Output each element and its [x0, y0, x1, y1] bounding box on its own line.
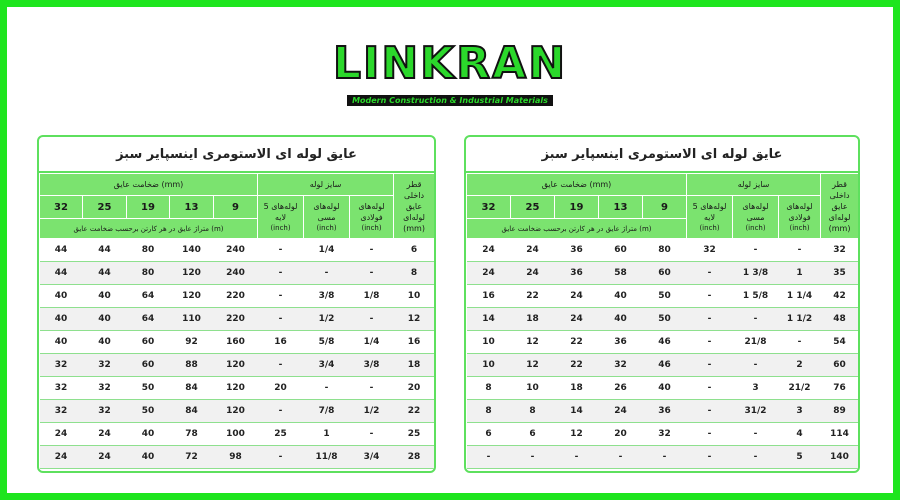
table-cell: -	[779, 239, 821, 262]
table-cell: -	[304, 262, 350, 285]
pipe-type-unit: (inch)	[745, 224, 766, 232]
table-row	[40, 331, 435, 354]
table-cell: 16	[258, 331, 304, 354]
pipe-type-label: لوله‌های 5 لایه	[692, 202, 727, 222]
table-cell: 120	[170, 285, 214, 308]
table-cell: 36	[555, 262, 599, 285]
table-cell: 40	[599, 285, 643, 308]
table-cell: -	[779, 331, 821, 354]
table-cell: 1	[304, 423, 350, 446]
table-cell: 20	[394, 377, 435, 400]
table-cell: 4	[779, 423, 821, 446]
table-cell: 16	[467, 285, 511, 308]
table-cell: -	[258, 239, 304, 262]
table-cell: 32	[599, 354, 643, 377]
table-cell: 16	[394, 331, 435, 354]
thickness-header: ضخامت عایق (mm)	[40, 174, 258, 196]
table-cell: -	[350, 377, 394, 400]
inner-diameter-header: قطر داخلی عایق لوله‌ای (mm)	[821, 174, 859, 239]
table-cell: 98	[214, 446, 258, 469]
table-cell: -	[258, 262, 304, 285]
pipe-size-header: سایز لوله	[258, 174, 394, 196]
table-cell: 44	[83, 262, 127, 285]
table-row	[40, 239, 435, 262]
table-cell: 10	[467, 354, 511, 377]
table-cell: 3	[779, 400, 821, 423]
table-cell: 40	[127, 423, 170, 446]
table-cell: 60	[821, 354, 859, 377]
table-row	[40, 400, 435, 423]
table-row	[40, 262, 435, 285]
table-row	[467, 446, 859, 469]
pipe-type-label: لوله‌های فولادی	[358, 202, 385, 222]
table-cell: 26	[599, 377, 643, 400]
table-cell: -	[733, 354, 779, 377]
table-cell: 36	[643, 400, 687, 423]
table-cell: 160	[214, 331, 258, 354]
table-cell: 7/8	[304, 400, 350, 423]
table-row	[467, 285, 859, 308]
left-table-body	[40, 239, 435, 469]
table-cell: 1 3/8	[733, 262, 779, 285]
pipe-type-copper	[304, 196, 350, 239]
table-row	[467, 354, 859, 377]
meterage-header: متراژ عایق در هر کارتن برحسب ضخامت عایق (m)	[40, 219, 258, 239]
thickness-25: 25	[511, 196, 555, 219]
table-cell: 1 1/2	[779, 308, 821, 331]
thickness-19: 19	[555, 196, 599, 219]
table-row	[467, 377, 859, 400]
table-cell: 6	[511, 423, 555, 446]
table-cell: 120	[214, 354, 258, 377]
table-cell: 240	[214, 239, 258, 262]
table-cell: 36	[599, 331, 643, 354]
pipe-type-5-layer	[687, 196, 733, 239]
table-cell: 40	[40, 308, 83, 331]
table-cell: 1/8	[350, 285, 394, 308]
table-cell: 40	[83, 331, 127, 354]
table-cell: 12	[511, 331, 555, 354]
table-cell: 44	[40, 262, 83, 285]
table-cell: -	[733, 308, 779, 331]
pipe-type-unit: (inch)	[270, 224, 291, 232]
table-cell: 5/8	[304, 331, 350, 354]
table-row	[40, 423, 435, 446]
table-cell: 20	[599, 423, 643, 446]
table-cell: 10	[467, 331, 511, 354]
table-cell: 40	[599, 308, 643, 331]
table-cell: 12	[394, 308, 435, 331]
table-cell: 40	[40, 331, 83, 354]
table-cell: 12	[511, 354, 555, 377]
table-cell: 10	[511, 377, 555, 400]
table-cell: 54	[821, 331, 859, 354]
pipe-type-steel	[350, 196, 394, 239]
pipe-type-unit: (inch)	[361, 224, 382, 232]
table-cell: 14	[467, 308, 511, 331]
table-cell: 22	[394, 400, 435, 423]
right-table-title: عایق لوله ای الاستومری اینسپایر سبز	[466, 137, 858, 173]
table-cell: 21/2	[779, 377, 821, 400]
logo-name: LINKRAN	[332, 38, 568, 89]
table-cell: 140	[170, 239, 214, 262]
table-cell: 22	[555, 354, 599, 377]
table-cell: 5	[779, 446, 821, 469]
table-cell: -	[643, 446, 687, 469]
table-cell: 120	[214, 377, 258, 400]
table-cell: 24	[40, 446, 83, 469]
table-cell: 10	[394, 285, 435, 308]
table-cell: 32	[687, 239, 733, 262]
table-cell: 3	[733, 377, 779, 400]
table-cell: 100	[214, 423, 258, 446]
pipe-type-label: لوله‌های 5 لایه	[263, 202, 298, 222]
table-cell: 3/4	[304, 354, 350, 377]
table-row	[467, 239, 859, 262]
table-cell: 80	[643, 239, 687, 262]
table-cell: 32	[40, 400, 83, 423]
table-cell: 89	[821, 400, 859, 423]
table-cell: 120	[214, 400, 258, 423]
table-cell: 3/8	[350, 354, 394, 377]
table-row	[40, 354, 435, 377]
table-cell: 25	[394, 423, 435, 446]
table-cell: 1/4	[304, 239, 350, 262]
table-cell: 22	[555, 331, 599, 354]
table-cell: 44	[83, 239, 127, 262]
table-cell: 80	[127, 262, 170, 285]
table-cell: 42	[821, 285, 859, 308]
table-cell: 60	[127, 331, 170, 354]
table-cell: 84	[170, 377, 214, 400]
table-cell: 24	[40, 423, 83, 446]
table-cell: 24	[555, 308, 599, 331]
pipe-type-unit: (inch)	[699, 224, 720, 232]
table-cell: 50	[127, 400, 170, 423]
left-table-title: عایق لوله ای الاستومری اینسپایر سبز	[39, 137, 434, 173]
right-table-body	[467, 239, 859, 469]
thickness-19: 19	[127, 196, 170, 219]
table-cell: 32	[643, 423, 687, 446]
table-cell: 50	[127, 377, 170, 400]
table-cell: 1 1/4	[779, 285, 821, 308]
table-cell: 1/4	[350, 331, 394, 354]
table-cell: 220	[214, 285, 258, 308]
table-cell: 24	[83, 446, 127, 469]
thickness-32: 32	[467, 196, 511, 219]
table-cell: 114	[821, 423, 859, 446]
pipe-type-label: لوله‌های فولادی	[786, 202, 813, 222]
table-cell: 140	[821, 446, 859, 469]
table-cell: -	[687, 377, 733, 400]
table-cell: 220	[214, 308, 258, 331]
table-cell: 32	[83, 400, 127, 423]
table-cell: 18	[555, 377, 599, 400]
right-table-panel	[464, 135, 860, 473]
table-cell: 3/8	[304, 285, 350, 308]
table-cell: 18	[394, 354, 435, 377]
table-cell: 60	[127, 354, 170, 377]
table-cell: -	[733, 423, 779, 446]
table-row	[467, 423, 859, 446]
thickness-32: 32	[40, 196, 83, 219]
table-cell: 88	[170, 354, 214, 377]
table-cell: -	[511, 446, 555, 469]
pipe-type-copper	[733, 196, 779, 239]
table-cell: -	[350, 423, 394, 446]
left-spec-table	[39, 173, 435, 469]
table-cell: 80	[127, 239, 170, 262]
meterage-header: متراژ عایق در هر کارتن برحسب ضخامت عایق (m)	[467, 219, 687, 239]
table-row	[40, 377, 435, 400]
table-cell: 110	[170, 308, 214, 331]
logo-tagline: Modern Construction & Industrial Materials	[347, 95, 553, 106]
table-cell: -	[258, 308, 304, 331]
table-cell: -	[687, 308, 733, 331]
pipe-type-steel	[779, 196, 821, 239]
table-cell: 8	[511, 400, 555, 423]
table-cell: 64	[127, 308, 170, 331]
table-row	[40, 446, 435, 469]
right-spec-table	[466, 173, 859, 469]
table-cell: 60	[643, 262, 687, 285]
table-cell: 40	[40, 285, 83, 308]
table-cell: -	[733, 446, 779, 469]
table-cell: 1/2	[350, 400, 394, 423]
table-cell: 11/8	[304, 446, 350, 469]
table-cell: 48	[821, 308, 859, 331]
table-cell: 44	[40, 239, 83, 262]
logo	[300, 40, 600, 110]
table-cell: 64	[127, 285, 170, 308]
table-cell: 46	[643, 331, 687, 354]
thickness-header: ضخامت عایق (mm)	[467, 174, 687, 196]
table-cell: 1 5/8	[733, 285, 779, 308]
table-cell: 32	[83, 354, 127, 377]
table-row	[40, 308, 435, 331]
table-cell: 40	[83, 308, 127, 331]
left-table-panel	[37, 135, 436, 473]
table-cell: 24	[511, 262, 555, 285]
table-cell: 60	[599, 239, 643, 262]
pipe-type-unit: (inch)	[789, 224, 810, 232]
table-cell: 58	[599, 262, 643, 285]
table-cell: -	[258, 446, 304, 469]
table-cell: -	[687, 400, 733, 423]
table-cell: 2	[779, 354, 821, 377]
pipe-type-label: لوله‌های مسی	[742, 202, 769, 222]
table-cell: -	[687, 354, 733, 377]
table-cell: 84	[170, 400, 214, 423]
table-cell: 92	[170, 331, 214, 354]
table-cell: -	[350, 308, 394, 331]
table-row	[467, 262, 859, 285]
table-cell: -	[687, 423, 733, 446]
table-row	[40, 285, 435, 308]
table-cell: 6	[394, 239, 435, 262]
thickness-9: 9	[643, 196, 687, 219]
table-cell: 46	[643, 354, 687, 377]
thickness-25: 25	[83, 196, 127, 219]
table-cell: 18	[511, 308, 555, 331]
table-cell: -	[304, 377, 350, 400]
table-cell: -	[258, 285, 304, 308]
table-cell: 1/2	[304, 308, 350, 331]
table-cell: 76	[821, 377, 859, 400]
table-cell: 32	[40, 377, 83, 400]
table-cell: 240	[214, 262, 258, 285]
table-cell: -	[350, 262, 394, 285]
table-cell: 24	[467, 239, 511, 262]
table-cell: 24	[599, 400, 643, 423]
table-cell: 24	[511, 239, 555, 262]
pipe-type-unit: (inch)	[316, 224, 337, 232]
table-cell: -	[258, 354, 304, 377]
table-cell: -	[467, 446, 511, 469]
table-cell: 40	[127, 446, 170, 469]
table-row	[467, 308, 859, 331]
table-cell: -	[258, 400, 304, 423]
thickness-13: 13	[599, 196, 643, 219]
table-cell: 40	[643, 377, 687, 400]
inner-diameter-header: قطر داخلی عایق لوله‌ای (mm)	[394, 174, 435, 239]
table-cell: 8	[467, 377, 511, 400]
table-cell: 24	[555, 285, 599, 308]
table-cell: 25	[258, 423, 304, 446]
table-cell: -	[350, 239, 394, 262]
table-cell: 31/2	[733, 400, 779, 423]
table-cell: 72	[170, 446, 214, 469]
table-cell: 78	[170, 423, 214, 446]
table-cell: -	[599, 446, 643, 469]
table-cell: 20	[258, 377, 304, 400]
table-cell: 12	[555, 423, 599, 446]
table-cell: 24	[83, 423, 127, 446]
thickness-13: 13	[170, 196, 214, 219]
table-cell: 32	[821, 239, 859, 262]
table-cell: 28	[394, 446, 435, 469]
table-cell: 1	[779, 262, 821, 285]
pipe-type-5-layer	[258, 196, 304, 239]
table-cell: 8	[394, 262, 435, 285]
thickness-9: 9	[214, 196, 258, 219]
table-cell: 6	[467, 423, 511, 446]
table-cell: -	[687, 262, 733, 285]
table-cell: 50	[643, 285, 687, 308]
table-cell: 32	[40, 354, 83, 377]
table-cell: -	[733, 239, 779, 262]
table-cell: 40	[83, 285, 127, 308]
table-cell: 36	[555, 239, 599, 262]
table-cell: 14	[555, 400, 599, 423]
table-cell: 32	[83, 377, 127, 400]
table-row	[467, 400, 859, 423]
table-cell: 24	[467, 262, 511, 285]
pipe-type-label: لوله‌های مسی	[313, 202, 340, 222]
table-cell: -	[687, 446, 733, 469]
table-cell: 21/8	[733, 331, 779, 354]
pipe-size-header: سایز لوله	[687, 174, 821, 196]
table-cell: -	[555, 446, 599, 469]
table-cell: 8	[467, 400, 511, 423]
table-row	[467, 331, 859, 354]
table-cell: 3/4	[350, 446, 394, 469]
table-cell: -	[687, 285, 733, 308]
table-cell: 22	[511, 285, 555, 308]
table-cell: -	[687, 331, 733, 354]
table-cell: 50	[643, 308, 687, 331]
table-cell: 120	[170, 262, 214, 285]
table-cell: 35	[821, 262, 859, 285]
